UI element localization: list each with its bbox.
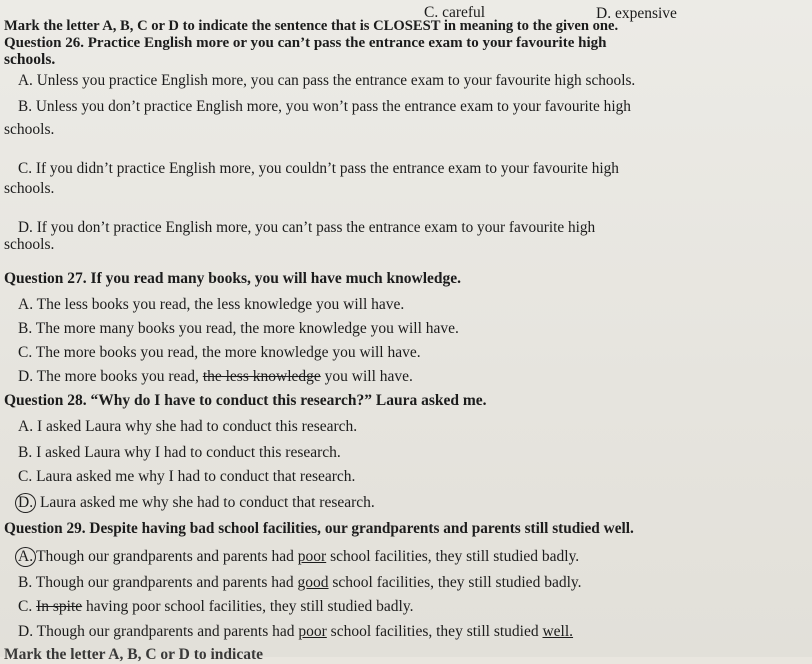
q29-option-c: [18, 598, 413, 616]
q29-option-a-start: Though our grandparents and parents had: [36, 548, 298, 565]
q29-option-d-middle: school facilities, they still studied: [326, 623, 543, 640]
q27-option-a: A. The less books you read, the less knowledge you will have.: [18, 296, 405, 313]
q26-option-d: D. If you don’t practice English more, you can’t pass the entrance exam to your favourite high: [18, 219, 596, 236]
q27-option-d-start: D. The more books you read,: [18, 368, 203, 385]
q28-option-c: C. Laura asked me why I had to conduct that research.: [18, 468, 356, 485]
q27-option-d-end: you will have.: [320, 368, 413, 385]
q26-option-c-cont: schools.: [4, 180, 55, 197]
q26-stem: Question 26. Practice English more or you can’t pass the entrance exam to your favourite high: [4, 35, 607, 51]
q29-option-d-start: D. Though our grandparents and parents had: [18, 623, 299, 640]
q29-option-d-underlined-2: well.: [542, 623, 574, 640]
q26-stem-cont: schools.: [4, 51, 56, 68]
q29-option-c-start: C.: [18, 598, 37, 615]
q29-option-c-end: having poor school facilities, they still studied badly.: [82, 598, 414, 615]
q29-option-b-underlined: good: [297, 574, 329, 591]
q27-option-d: [18, 368, 413, 386]
q29-option-a: [18, 547, 579, 567]
q28-option-d: [18, 493, 375, 513]
q29-option-a-circled-letter: A.: [15, 547, 36, 567]
bottom-partial-instruction: Mark the letter A, B, C or D to indicate: [4, 646, 264, 663]
q27-stem: Question 27. If you read many books, you will have much knowledge.: [4, 270, 462, 287]
q29-option-b: [18, 574, 582, 592]
q26-option-a: A. Unless you practice English more, you can pass the entrance exam to your favourite high schools.: [18, 72, 636, 89]
q29-stem: Question 29. Despite having bad school facilities, our grandparents and parents still studied well.: [4, 520, 634, 537]
q29-option-c-struck: In spite: [36, 598, 83, 615]
q26-option-b: B. Unless you don’t practice English more, you won’t pass the entrance exam to your favourite high: [18, 98, 631, 115]
q28-option-b: B. I asked Laura why I had to conduct this research.: [18, 444, 341, 461]
q29-option-b-end: school facilities, they still studied badly.: [328, 574, 582, 591]
q29-option-b-start: B. Though our grandparents and parents had: [18, 574, 298, 591]
q27-option-c: C. The more books you read, the more knowledge you will have.: [18, 344, 421, 361]
q28-option-d-circled-letter: D.: [15, 493, 36, 513]
q27-option-d-struck: the less knowledge: [202, 368, 321, 385]
q28-stem: Question 28. “Why do I have to conduct this research?” Laura asked me.: [4, 392, 487, 409]
q29-option-d: [18, 623, 573, 641]
q28-option-a: A. I asked Laura why she had to conduct this research.: [18, 418, 358, 435]
q27-option-b: B. The more many books you read, the more knowledge you will have.: [18, 320, 459, 337]
instruction-text: Mark the letter A, B, C or D to indicate the sentence that is CLOSEST in meaning to the given one.: [4, 18, 619, 34]
q26-option-d-cont: schools.: [4, 236, 55, 253]
top-option-d: D. expensive: [596, 5, 677, 22]
q29-option-a-end: school facilities, they still studied badly.: [326, 548, 580, 565]
q26-option-b-cont: schools.: [4, 121, 55, 138]
q26-option-c: C. If you didn’t practice English more, you couldn’t pass the entrance exam to your favourite high: [18, 160, 619, 177]
q28-option-d-text: Laura asked me why she had to conduct that research.: [36, 494, 375, 511]
q29-option-a-underlined: poor: [297, 548, 327, 565]
q29-option-d-underlined: poor: [298, 623, 327, 640]
top-option-c: C. careful: [424, 4, 486, 21]
